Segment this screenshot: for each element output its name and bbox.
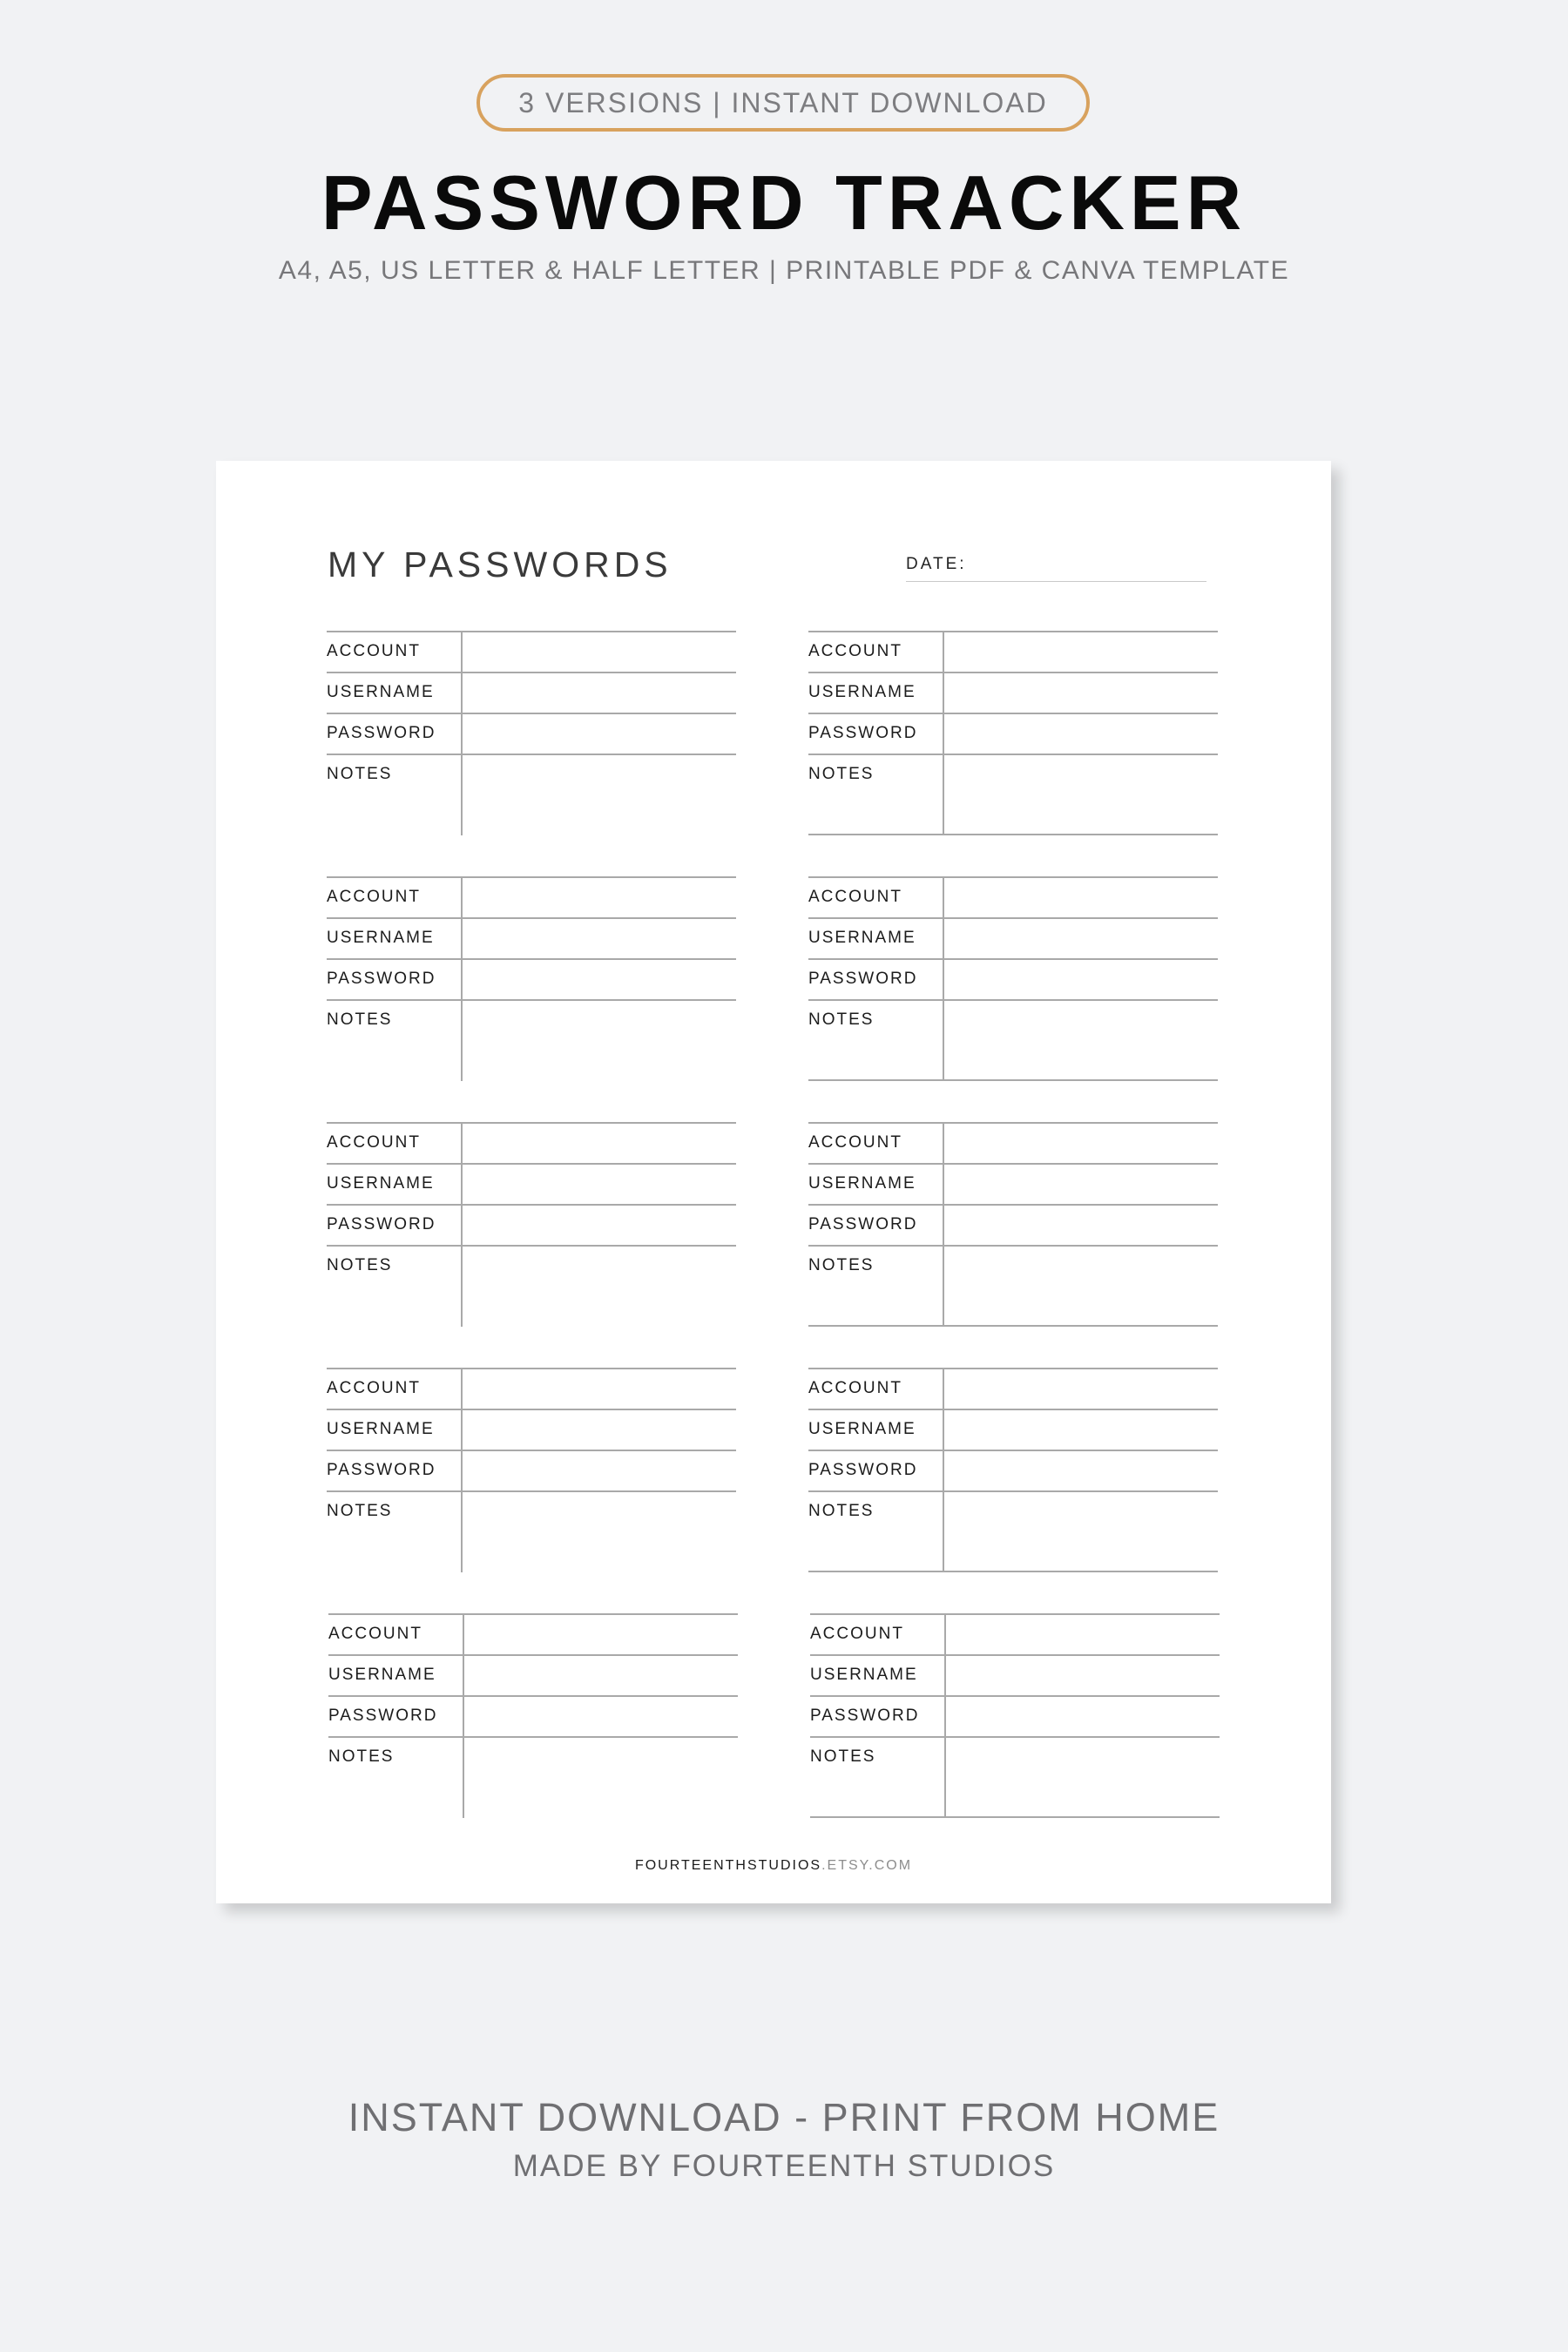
password-label: PASSWORD: [808, 970, 918, 988]
planner-sheet: [216, 461, 1331, 1903]
password-label: PASSWORD: [327, 970, 436, 988]
password-label: PASSWORD: [327, 1461, 436, 1479]
username-field[interactable]: [943, 1163, 1218, 1204]
password-field[interactable]: [945, 1695, 1220, 1736]
shop-domain: .ETSY.COM: [821, 1858, 913, 1873]
shop-url: [216, 1858, 1331, 1874]
username-row: [328, 1654, 738, 1695]
password-row: [327, 1450, 736, 1490]
password-row: [327, 1204, 736, 1245]
password-row: [328, 1695, 738, 1736]
username-row: [327, 1409, 736, 1450]
password-entry: [808, 1122, 1218, 1327]
notes-field[interactable]: [943, 1245, 1218, 1286]
account-field[interactable]: [943, 1368, 1218, 1409]
username-field[interactable]: [462, 672, 736, 713]
notes-row: [808, 999, 1218, 1081]
column-divider: [944, 1613, 946, 1818]
notes-field[interactable]: [462, 1490, 736, 1531]
date-field[interactable]: [906, 581, 1206, 582]
password-field[interactable]: [462, 713, 736, 754]
password-label: PASSWORD: [328, 1707, 438, 1725]
account-label: ACCOUNT: [808, 1133, 902, 1152]
column-divider: [463, 1613, 464, 1818]
username-field[interactable]: [463, 1654, 738, 1695]
password-row: [808, 958, 1218, 999]
column-divider: [943, 631, 944, 835]
account-row: [328, 1613, 738, 1654]
notes-row: [328, 1736, 738, 1818]
username-label: USERNAME: [327, 929, 435, 947]
notes-label: NOTES: [808, 765, 875, 783]
username-field[interactable]: [943, 1409, 1218, 1450]
badge-text: 3 VERSIONS | INSTANT DOWNLOAD: [518, 86, 1048, 118]
account-label: ACCOUNT: [327, 642, 421, 660]
notes-label: NOTES: [327, 1256, 393, 1274]
password-label: PASSWORD: [808, 1461, 918, 1479]
password-field[interactable]: [943, 1204, 1218, 1245]
password-field[interactable]: [462, 1450, 736, 1490]
password-row: [327, 958, 736, 999]
username-row: [327, 672, 736, 713]
account-row: [327, 1122, 736, 1163]
username-row: [327, 917, 736, 958]
notes-field[interactable]: [462, 999, 736, 1040]
account-label: ACCOUNT: [808, 642, 902, 660]
account-field[interactable]: [943, 876, 1218, 917]
account-field[interactable]: [943, 631, 1218, 672]
password-entry: [810, 1613, 1220, 1818]
notes-label: NOTES: [808, 1010, 875, 1029]
account-label: ACCOUNT: [327, 1379, 421, 1397]
password-field[interactable]: [462, 1204, 736, 1245]
notes-row: [808, 1245, 1218, 1327]
username-label: USERNAME: [808, 1420, 916, 1438]
password-row: [808, 1450, 1218, 1490]
column-divider: [461, 1122, 463, 1327]
username-row: [808, 1163, 1218, 1204]
notes-row: [810, 1736, 1220, 1818]
username-label: USERNAME: [810, 1666, 918, 1684]
notes-label: NOTES: [808, 1502, 875, 1520]
notes-field[interactable]: [462, 754, 736, 794]
notes-label: NOTES: [810, 1747, 876, 1766]
username-label: USERNAME: [327, 683, 435, 701]
notes-field[interactable]: [943, 1490, 1218, 1531]
notes-row: [808, 754, 1218, 835]
username-field[interactable]: [462, 1163, 736, 1204]
notes-field[interactable]: [943, 754, 1218, 794]
account-label: ACCOUNT: [808, 888, 902, 906]
password-row: [810, 1695, 1220, 1736]
notes-label: NOTES: [328, 1747, 395, 1766]
account-label: ACCOUNT: [808, 1379, 902, 1397]
password-field[interactable]: [462, 958, 736, 999]
password-entry: [808, 631, 1218, 835]
account-label: ACCOUNT: [810, 1625, 904, 1643]
account-field[interactable]: [945, 1613, 1220, 1654]
password-entry: [327, 1368, 736, 1572]
password-label: PASSWORD: [808, 1215, 918, 1233]
date-label: DATE:: [906, 555, 967, 573]
username-label: USERNAME: [327, 1420, 435, 1438]
notes-row: [327, 1490, 736, 1572]
password-entry: [327, 631, 736, 835]
password-row: [808, 1204, 1218, 1245]
product-subtitle: A4, A5, US LETTER & HALF LETTER | PRINTABLE PDF & CANVA TEMPLATE: [278, 256, 1290, 285]
account-label: ACCOUNT: [328, 1625, 422, 1643]
account-row: [327, 1368, 736, 1409]
column-divider: [461, 631, 463, 835]
column-divider: [943, 876, 944, 1081]
notes-row: [808, 1490, 1218, 1572]
username-row: [808, 672, 1218, 713]
password-label: PASSWORD: [810, 1707, 920, 1725]
notes-field[interactable]: [462, 1245, 736, 1286]
password-entry: [328, 1613, 738, 1818]
password-label: PASSWORD: [808, 724, 918, 742]
password-row: [808, 713, 1218, 754]
account-label: ACCOUNT: [327, 888, 421, 906]
account-field[interactable]: [943, 1122, 1218, 1163]
notes-row: [327, 999, 736, 1081]
sheet-title: MY PASSWORDS: [328, 544, 672, 585]
account-row: [808, 1368, 1218, 1409]
password-row: [327, 713, 736, 754]
username-row: [810, 1654, 1220, 1695]
password-field[interactable]: [943, 1450, 1218, 1490]
notes-field[interactable]: [945, 1736, 1220, 1777]
username-label: USERNAME: [808, 929, 916, 947]
account-row: [808, 631, 1218, 672]
column-divider: [943, 1368, 944, 1572]
account-row: [327, 631, 736, 672]
notes-label: NOTES: [327, 1502, 393, 1520]
password-entry: [808, 876, 1218, 1081]
notes-label: NOTES: [327, 765, 393, 783]
notes-label: NOTES: [327, 1010, 393, 1029]
password-field[interactable]: [463, 1695, 738, 1736]
account-label: ACCOUNT: [327, 1133, 421, 1152]
format-badge: [476, 74, 1090, 132]
account-row: [810, 1613, 1220, 1654]
password-entry: [327, 1122, 736, 1327]
username-field[interactable]: [943, 672, 1218, 713]
password-field[interactable]: [943, 958, 1218, 999]
account-field[interactable]: [462, 631, 736, 672]
column-divider: [943, 1122, 944, 1327]
notes-label: NOTES: [808, 1256, 875, 1274]
username-field[interactable]: [943, 917, 1218, 958]
column-divider: [461, 876, 463, 1081]
username-label: USERNAME: [808, 1174, 916, 1193]
notes-row: [327, 754, 736, 835]
username-label: USERNAME: [328, 1666, 436, 1684]
password-label: PASSWORD: [327, 1215, 436, 1233]
username-label: USERNAME: [808, 683, 916, 701]
account-row: [808, 876, 1218, 917]
username-field[interactable]: [945, 1654, 1220, 1695]
notes-row: [327, 1245, 736, 1327]
account-field[interactable]: [463, 1613, 738, 1654]
notes-field[interactable]: [943, 999, 1218, 1040]
column-divider: [461, 1368, 463, 1572]
maker-credit: MADE BY FOURTEENTH STUDIOS: [512, 2149, 1056, 2183]
account-field[interactable]: [462, 1368, 736, 1409]
password-entry: [327, 876, 736, 1081]
account-field[interactable]: [462, 1122, 736, 1163]
product-title: PASSWORD TRACKER: [321, 159, 1247, 246]
username-row: [327, 1163, 736, 1204]
password-field[interactable]: [943, 713, 1218, 754]
password-label: PASSWORD: [327, 724, 436, 742]
shop-name: FOURTEENTHSTUDIOS: [634, 1858, 822, 1873]
account-field[interactable]: [462, 876, 736, 917]
account-row: [808, 1122, 1218, 1163]
username-field[interactable]: [462, 917, 736, 958]
notes-field[interactable]: [463, 1736, 738, 1777]
tagline: INSTANT DOWNLOAD - PRINT FROM HOME: [348, 2095, 1220, 2139]
username-row: [808, 917, 1218, 958]
username-row: [808, 1409, 1218, 1450]
username-label: USERNAME: [327, 1174, 435, 1193]
username-field[interactable]: [462, 1409, 736, 1450]
account-row: [327, 876, 736, 917]
password-entry: [808, 1368, 1218, 1572]
